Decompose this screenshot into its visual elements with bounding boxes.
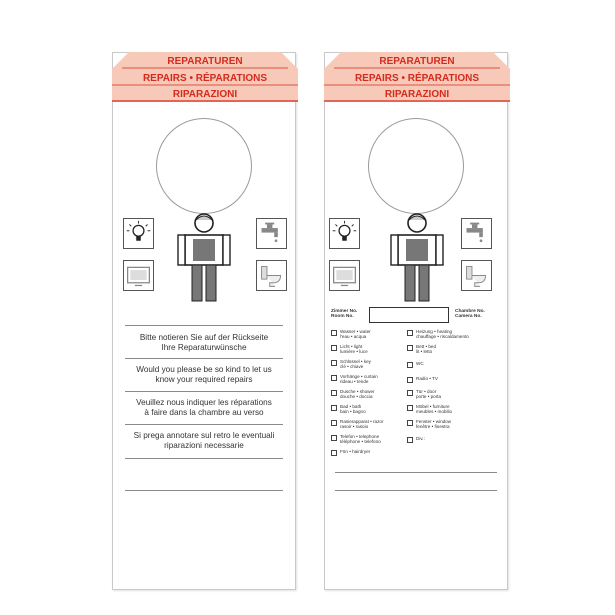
notes-line[interactable] <box>335 472 497 473</box>
checkbox-shower[interactable]: Dusche • shower douche • doccia <box>331 389 375 399</box>
instruction-english: Would you please be so kind to let us know your required repairs <box>136 365 272 384</box>
checkbox[interactable] <box>331 345 337 351</box>
checkbox[interactable] <box>331 450 337 456</box>
checkbox-misc[interactable]: Div.: <box>407 436 425 443</box>
checkbox-radio-tv[interactable]: Radio • TV <box>407 376 438 383</box>
notes-line[interactable] <box>335 490 497 491</box>
checkbox-light[interactable]: Licht • light lumière • luce <box>331 344 368 354</box>
divider <box>125 391 283 392</box>
lightbulb-icon <box>329 218 360 249</box>
repairs-header-banner <box>324 52 510 102</box>
checkbox[interactable] <box>331 390 337 396</box>
checkbox[interactable] <box>407 330 413 336</box>
checkbox-hairdryer[interactable]: Fön • hairdryer <box>331 449 370 456</box>
repairman-icon <box>388 211 446 305</box>
tv-icon <box>123 260 154 291</box>
checkbox[interactable] <box>331 360 337 366</box>
checkbox[interactable] <box>331 375 337 381</box>
checkbox-furniture[interactable]: Möbel • furniture meubles • mobilio <box>407 404 452 414</box>
header-line-2: REPAIRS • RÉPARATIONS <box>354 73 480 84</box>
checkbox[interactable] <box>407 377 413 383</box>
checkbox-key[interactable]: Schlüssel • key clé • chiave <box>331 359 371 369</box>
checkbox-telephone[interactable]: Telefon • telephone téléphone • telefono <box>331 434 381 444</box>
checkbox-bed[interactable]: Bett • bed lit • letto <box>407 344 436 354</box>
checkbox-bath[interactable]: Bad • bath bain • bagno <box>331 404 366 414</box>
water-tap-icon <box>461 218 492 249</box>
header-line-3: RIPARAZIONI <box>384 89 450 100</box>
checkbox-water[interactable]: Wasser • water l'eau • acqua <box>331 329 371 339</box>
header-line-1: REPARATUREN <box>379 56 455 67</box>
checkbox[interactable] <box>331 330 337 336</box>
checkbox-heating[interactable]: Heizung • heating chauffage • riscaldamento <box>407 329 469 339</box>
checkbox[interactable] <box>407 420 413 426</box>
divider <box>125 490 283 491</box>
checkbox[interactable] <box>407 362 413 368</box>
room-label-right: Chambre No. Camera No. <box>455 309 485 319</box>
lightbulb-icon <box>123 218 154 249</box>
door-handle-hole <box>368 118 464 214</box>
room-number-field[interactable] <box>369 307 449 323</box>
divider <box>125 358 283 359</box>
checkbox-window[interactable]: Fenster • window fenêtre • finestra <box>407 419 451 429</box>
checkbox[interactable] <box>331 420 337 426</box>
repairs-header-banner <box>112 52 298 102</box>
checkbox-razor[interactable]: Rasierapparat • razor rasoir • rasoio <box>331 419 383 429</box>
header-line-1: REPARATUREN <box>167 56 243 67</box>
divider <box>125 424 283 425</box>
header-line-2: REPAIRS • RÉPARATIONS <box>142 73 268 84</box>
repairman-icon <box>175 211 233 305</box>
room-label-left: Zimmer No. Room No. <box>331 309 358 319</box>
toilet-icon <box>461 260 492 291</box>
instruction-french: Veuillez nous indiquer les réparations à faire dans la chambre au verso <box>136 398 272 417</box>
checkbox[interactable] <box>407 437 413 443</box>
checkbox-door[interactable]: Tür • door porte • porta <box>407 389 441 399</box>
checkbox[interactable] <box>407 345 413 351</box>
checkbox[interactable] <box>407 390 413 396</box>
checkbox[interactable] <box>331 405 337 411</box>
instruction-italian: Si prega annotare sul retro le eventuali riparazioni necessarie <box>133 431 275 450</box>
divider <box>125 325 283 326</box>
toilet-icon <box>256 260 287 291</box>
checkbox-curtain[interactable]: Vorhänge • curtain rideau • tende <box>331 374 378 384</box>
water-tap-icon <box>256 218 287 249</box>
door-hanger-back <box>324 52 508 590</box>
checkbox[interactable] <box>331 435 337 441</box>
door-hanger-front <box>112 52 296 590</box>
header-line-3: RIPARAZIONI <box>172 89 238 100</box>
checkbox[interactable] <box>407 405 413 411</box>
door-handle-hole <box>156 118 252 214</box>
tv-icon <box>329 260 360 291</box>
divider <box>125 458 283 459</box>
instruction-german: Bitte notieren Sie auf der Rückseite Ihre Reparaturwünsche <box>139 333 269 352</box>
checkbox-wc[interactable]: WC <box>407 361 424 368</box>
